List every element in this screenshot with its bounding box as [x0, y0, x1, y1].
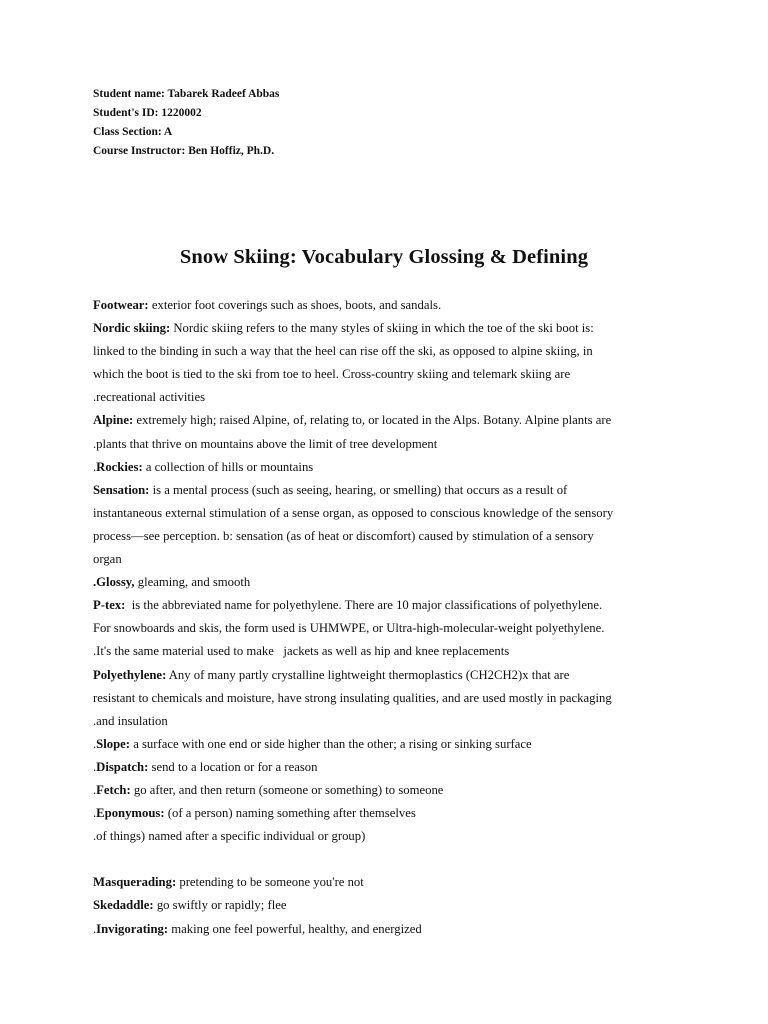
glossary-definition-text: pretending to be someone you're not: [176, 875, 364, 890]
glossary-term: Masquerading:: [93, 875, 177, 890]
glossary-entry-line: [93, 779, 683, 802]
glossary-term: Skedaddle:: [93, 898, 154, 913]
class-section-row: [93, 123, 279, 142]
glossary-continuation-line: [93, 502, 683, 525]
glossary-definition-text: linked to the binding in such a way that the heel can rise off the ski, as opposed to alpine skiing, in: [93, 344, 593, 359]
glossary-definition-text: exterior foot coverings such as shoes, boots, and sandals.: [148, 298, 442, 312]
glossary-definition-text: is the abbreviated name for polyethylene. There are 10 major classifications of polyethylene.: [125, 598, 603, 613]
glossary-definition-text: organ: [93, 552, 122, 567]
glossary-definition-text: (of a person) naming something after themselves: [164, 806, 416, 821]
glossary-term: Sensation:: [93, 482, 150, 497]
glossary-continuation-line: [93, 340, 683, 363]
glossary-entry-line: [93, 733, 683, 756]
glossary-continuation-line: [93, 525, 683, 548]
glossary-entry-line: [93, 294, 683, 317]
glossary-definition-text: gleaming, and smooth: [134, 575, 251, 590]
glossary-term: Nordic skiing:: [93, 321, 171, 336]
glossary-entry-line: [93, 479, 683, 502]
glossary-continuation-line: [93, 640, 683, 663]
instructor-value: Ben Hoffiz, Ph.D.: [185, 145, 275, 157]
line-prefix: .: [93, 459, 97, 474]
glossary-term: Fetch:: [96, 782, 131, 797]
glossary-definition-text: .recreational activities: [93, 390, 206, 405]
blank-line: [93, 848, 683, 871]
glossary-entry-line: [93, 409, 683, 432]
glossary-entry-line: [93, 802, 683, 825]
glossary-definition-text: is a mental process (such as seeing, hearing, or smelling) that occurs as a result of: [149, 482, 568, 497]
glossary-definition-text: instantaneous external stimulation of a sense organ, as opposed to conscious knowledge of the sensory: [93, 505, 614, 520]
line-prefix: .: [93, 782, 97, 797]
glossary-continuation-line: [93, 363, 683, 386]
glossary-definition-text: send to a location or for a reason: [148, 759, 318, 774]
glossary-continuation-line: [93, 710, 683, 733]
line-prefix: .: [93, 736, 97, 751]
glossary-entry-line: [93, 756, 683, 779]
student-id-label: Student's ID:: [93, 107, 159, 119]
line-prefix: .: [93, 806, 97, 821]
glossary-definition-text: .of things) named after a specific individual or group): [93, 829, 366, 844]
glossary-definition-text: resistant to chemicals and moisture, have strong insulating qualities, and are used mostly in packaging: [93, 690, 612, 705]
glossary-continuation-line: [93, 433, 683, 456]
glossary-entry-line: [93, 894, 683, 917]
glossary-definition-text: making one feel powerful, healthy, and energized: [168, 921, 422, 936]
student-name-value: Tabarek Radeef Abbas: [164, 88, 280, 100]
glossary-term: Slope:: [96, 736, 131, 751]
glossary-definition-text: which the boot is tied to the ski from toe to heel. Cross-country skiing and telemark skiing are: [93, 367, 571, 382]
glossary-body: [93, 294, 683, 941]
line-prefix: .: [93, 759, 97, 774]
glossary-term: Footwear:: [93, 298, 149, 312]
glossary-definition-text: process—see perception. b: sensation (as of heat or discomfort) caused by stimulation of a sensory: [93, 528, 594, 543]
glossary-definition-text: Nordic skiing refers to the many styles of skiing in which the toe of the ski boot is:: [170, 321, 594, 336]
document-title: Snow Skiing: Vocabulary Glossing & Defining: [179, 246, 589, 268]
instructor-row: [93, 142, 279, 161]
glossary-continuation-line: [93, 386, 683, 409]
glossary-definition-text: go after, and then return (someone or something) to someone: [130, 782, 444, 797]
student-name-label: Student name:: [93, 88, 165, 100]
glossary-continuation-line: [93, 687, 683, 710]
glossary-definition-text: go swiftly or rapidly; flee: [153, 898, 287, 913]
glossary-term: Polyethylene:: [93, 667, 167, 682]
class-section-label: Class Section:: [93, 126, 162, 138]
glossary-definition-text: .plants that thrive on mountains above the limit of tree development: [93, 436, 438, 451]
glossary-continuation-line: [93, 617, 683, 640]
glossary-term: P-tex:: [93, 598, 126, 613]
glossary-term: Eponymous:: [96, 806, 165, 821]
glossary-entry-line: [93, 571, 683, 594]
student-info-block: [93, 85, 279, 161]
glossary-entry-line: [93, 317, 683, 340]
glossary-continuation-line: [93, 825, 683, 848]
glossary-definition-text: .It's the same material used to make jackets as well as hip and knee replacements: [93, 644, 510, 659]
student-name-row: [93, 85, 279, 104]
glossary-entry-line: [93, 871, 683, 894]
glossary-term: .Glossy,: [93, 575, 135, 590]
glossary-definition-text: extremely high; raised Alpine, of, relating to, or located in the Alps. Botany. Alpine plants are: [133, 413, 612, 428]
glossary-definition-text: For snowboards and skis, the form used is UHMWPE, or Ultra-high-molecular-weight polyethylene.: [93, 621, 605, 636]
glossary-definition-text: a collection of hills or mountains: [142, 459, 314, 474]
line-prefix: .: [93, 921, 97, 936]
glossary-continuation-line: [93, 548, 683, 571]
instructor-label: Course Instructor:: [93, 145, 186, 157]
glossary-term: Rockies:: [96, 459, 143, 474]
glossary-term: Invigorating:: [96, 921, 169, 936]
student-id-value: 1220002: [158, 107, 202, 119]
glossary-entry-line: [93, 918, 683, 941]
glossary-definition-text: a surface with one end or side higher than the other; a rising or sinking surface: [130, 736, 532, 751]
glossary-entry-line: [93, 664, 683, 687]
student-id-row: [93, 104, 279, 123]
glossary-term: Alpine:: [93, 413, 134, 428]
glossary-entry-line: [93, 456, 683, 479]
glossary-entry-line: [93, 594, 683, 617]
class-section-value: A: [161, 126, 173, 138]
glossary-term: Dispatch:: [96, 759, 149, 774]
glossary-definition-text: Any of many partly crystalline lightweight thermoplastics (CH2CH2)x that are: [166, 667, 570, 682]
glossary-definition-text: .and insulation: [93, 713, 168, 728]
